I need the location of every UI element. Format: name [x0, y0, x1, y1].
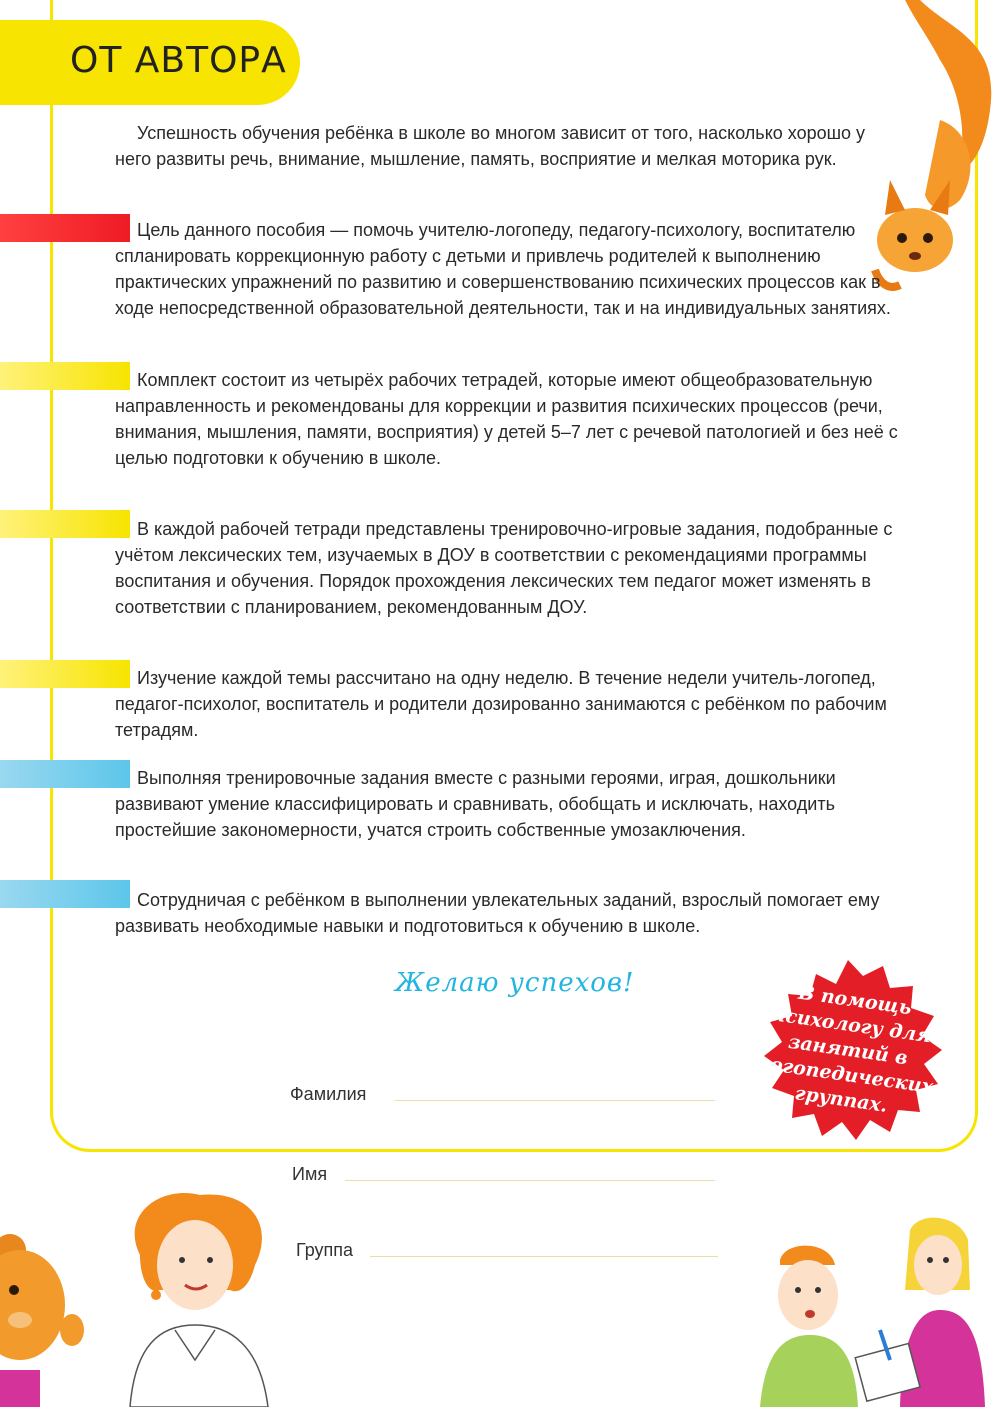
paragraph-4: В каждой рабочей тетради представлены тренировочно-игровые задания, подобранные с учётом лексических тем, изучаемых в ДОУ в соответствии с рекомендациями программы воспитания и обучения. Порядок прохождения лексических тем педагог может изменять в соответствии с планированием, рекомендованным ДОУ.	[115, 519, 893, 617]
color-bar-blue-2	[0, 880, 130, 908]
surname-label: Фамилия	[290, 1084, 367, 1104]
color-bar-yellow-1	[0, 362, 130, 390]
paragraph-1: Успешность обучения ребёнка в школе во многом зависит от того, насколько хорошо у него развиты речь, внимание, мышление, память, восприятие и мелкая моторика рук.	[115, 123, 866, 169]
bear-illustration	[0, 1230, 100, 1407]
paragraph-3: Комплект состоит из четырёх рабочих тетрадей, которые имеют общеобразовательную направленность и рекомендованы для коррекции и развития психических процессов (речи, внимания, мышления, памяти, восприятия) у детей 5–7 лет с речевой патологией и без неё с целью подготовки к обучению в школе.	[115, 370, 898, 468]
paragraph-2: Цель данного пособия — помочь учителю-логопеду, педагогу-психологу, воспитателю спланировать коррекционную работу с детьми и привлечь родителей к выполнению практических упражнений по развитию и совершенствованию психических процессов как в ходе непосредственной образовательной деятельности, так и на индивидуальных занятиях.	[115, 220, 891, 318]
children-illustration	[720, 1210, 1000, 1407]
color-bar-red	[0, 214, 130, 242]
name-label: Имя	[292, 1164, 328, 1184]
badge-text: В помощь психологу для занятий в логопедических группах.	[754, 981, 935, 1117]
color-bar-blue-1	[0, 760, 130, 788]
page-title: ОТ АВТОРА	[70, 40, 287, 81]
color-bar-yellow-2	[0, 510, 130, 538]
surname-field[interactable]	[395, 1100, 715, 1101]
closing-wish: Желаю успехов!	[395, 968, 635, 998]
name-field[interactable]	[345, 1180, 715, 1181]
paragraph-7: Сотрудничая с ребёнком в выполнении увлекательных заданий, взрослый помогает ему развивать необходимые навыки и подготовиться к обучению в школе.	[115, 890, 880, 936]
paragraph-5: Изучение каждой темы рассчитано на одну неделю. В течение недели учитель-логопед, педагог-психолог, воспитатель и родители дозированно занимаются с ребёнком по рабочим тетрадям.	[115, 668, 887, 740]
group-field[interactable]	[370, 1256, 718, 1257]
woman-illustration	[100, 1185, 290, 1407]
paragraph-6: Выполняя тренировочные задания вместе с разными героями, играя, дошкольники развивают умение классифицировать и сравнивать, обобщать и исключать, находить простейшие закономерности, учатся строить собственные умозаключения.	[115, 768, 836, 840]
group-label: Группа	[296, 1240, 354, 1260]
color-bar-yellow-3	[0, 660, 130, 688]
